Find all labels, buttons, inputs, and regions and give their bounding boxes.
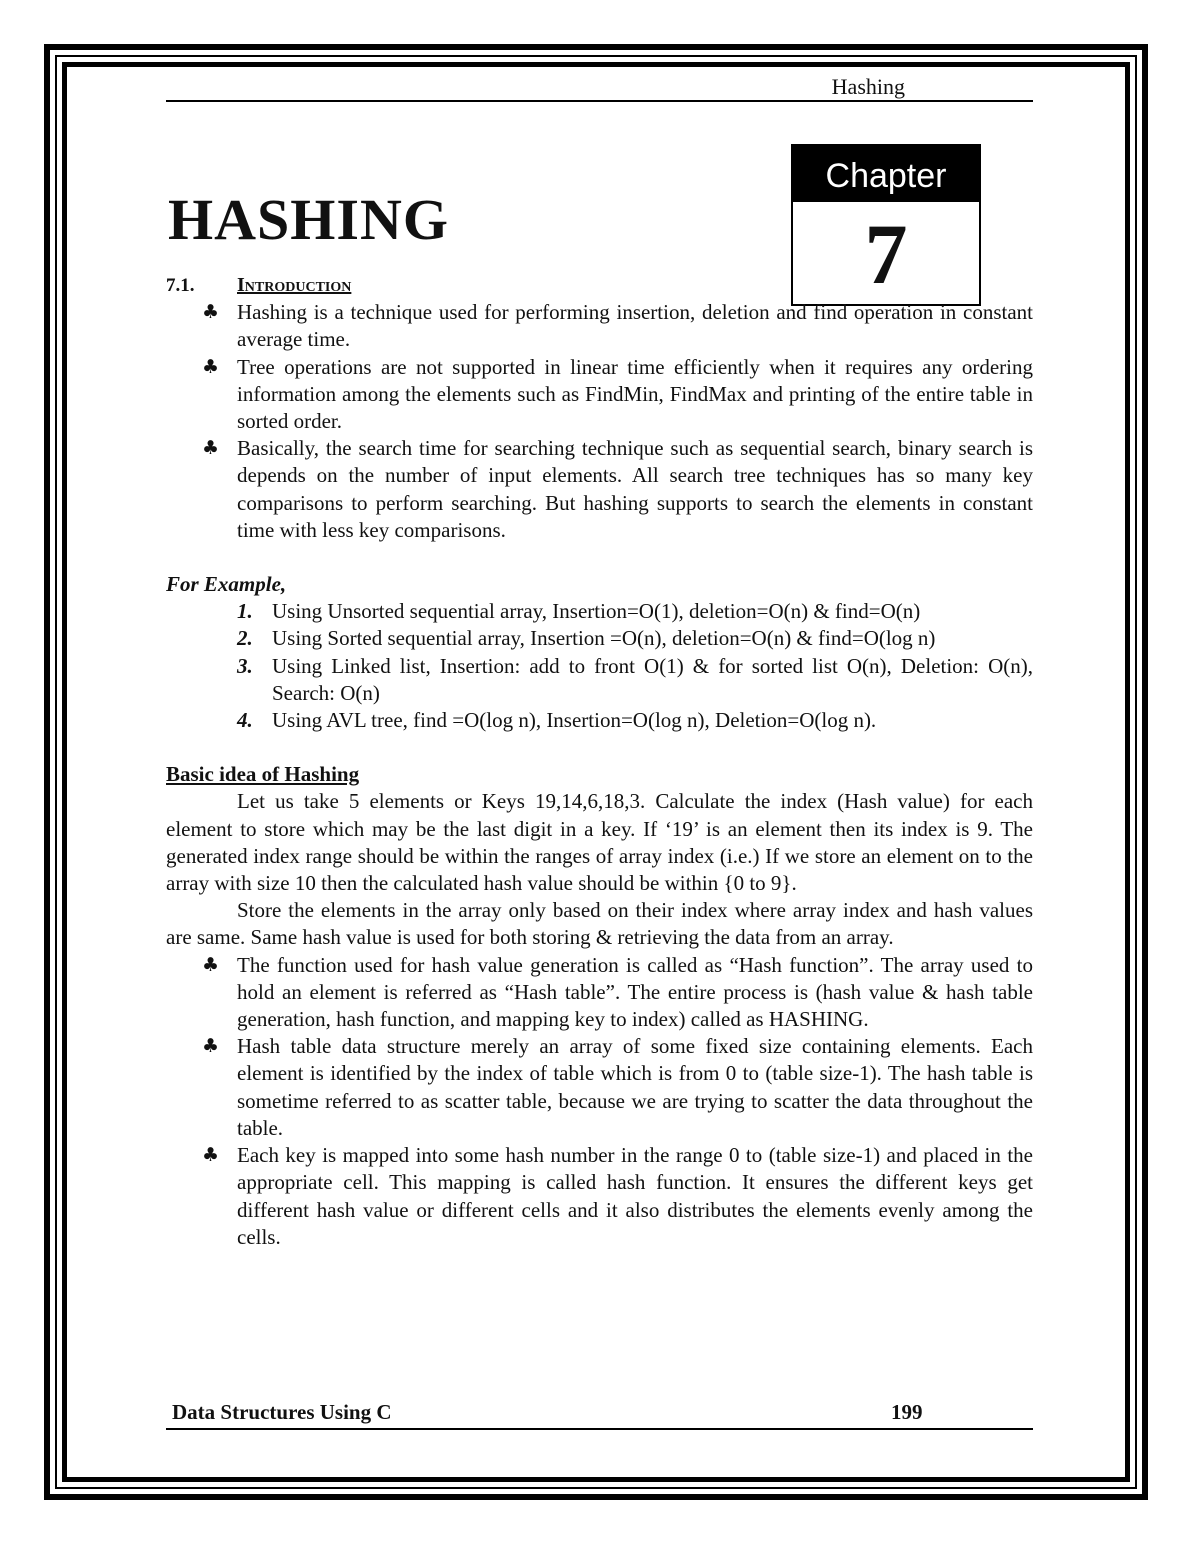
item-number: 2. (237, 626, 253, 651)
list-item (166, 598, 1033, 625)
footer-book-title: Data Structures Using C (172, 1400, 392, 1424)
item-number: 4. (237, 708, 253, 733)
chapter-title: HASHING (168, 187, 449, 252)
bullet-text: Tree operations are not supported in linear time efficiently when it requires any ordering information among the elements such as FindMin, FindMax and printing of the entire table in sorted order. (237, 354, 1033, 434)
basic-paragraph-1: Let us take 5 elements or Keys 19,14,6,18,3. Calculate the index (Hash value) for each element to store which may be the last digit in a key. If ‘19’ is an element then its index is 9. The generated index range should be within the ranges of array index (i.e.) If we store an element on to the array with size 10 then the calculated hash value should be within {0 to 9}. (166, 789, 1033, 896)
section-heading (166, 272, 1033, 299)
item-text: Using Linked list, Insertion: add to front O(1) & for sorted list O(n), Deletion: O(n), Search: O(n) (272, 653, 1033, 705)
list-item (166, 625, 1033, 652)
bullet-text: Hashing is a technique used for performing insertion, deletion and find operation in constant average time. (237, 300, 1033, 352)
example-list (166, 598, 1033, 734)
bullet-text: Basically, the search time for searching technique such as sequential search, binary search is depends on the number of input elements. All search tree techniques has so many key comparisons to perform searching. But hashing supports to search the elements in constant time with less key comparisons. (237, 436, 1033, 542)
basic-idea-heading: Basic idea of Hashing (166, 762, 360, 787)
item-number: 3. (237, 653, 253, 678)
list-item (166, 1142, 1033, 1251)
running-header-title: Hashing (831, 74, 905, 99)
example-heading: For Example, (166, 572, 287, 597)
club-icon: ♣ (202, 1144, 220, 1167)
page-footer (166, 1400, 1033, 1430)
list-item (166, 1033, 1033, 1142)
list-item (166, 354, 1033, 436)
intro-bullet-list (166, 299, 1033, 544)
list-item (166, 299, 1033, 353)
list-item (166, 952, 1033, 1034)
bullet-text: Hash table data structure merely an array of some fixed size containing elements. Each element is identified by the index of table which is from 0 to (table size-1). The hash table is sometime referred to as scatter table, because we are trying to scatter the data throughout the table. (237, 1034, 1033, 1140)
chapter-number: 7 (864, 206, 908, 302)
basic-paragraph-2: Store the elements in the array only based on their index where array index and hash values are same. Same hash value is used for both storing & retrieving the data from an array. (166, 898, 1033, 950)
club-icon: ♣ (202, 355, 220, 378)
basic-bullet-list (166, 952, 1033, 1251)
list-item (166, 707, 1033, 734)
club-icon: ♣ (202, 1035, 220, 1058)
bullet-text: Each key is mapped into some hash number in the range 0 to (table size-1) and placed in the appropriate cell. This mapping is called hash function. It ensures the different keys get different hash value or different cells and it also distributes the elements evenly among the cells. (237, 1143, 1033, 1249)
club-icon: ♣ (202, 301, 220, 324)
section-title: Introduction (237, 274, 352, 296)
chapter-label: Chapter (793, 146, 979, 202)
bullet-text: The function used for hash value generation is called as “Hash function”. The array used to hold an element is referred as “Hash table”. The entire process is (hash value & hash table generation, hash function, and mapping key to index) called as HASHING. (237, 952, 1033, 1032)
item-text: Using Sorted sequential array, Insertion =O(n), deletion=O(n) & find=O(log n) (272, 626, 936, 651)
section-number: 7.1. (166, 275, 195, 296)
list-item (166, 435, 1033, 544)
club-icon: ♣ (202, 953, 220, 976)
list-item (166, 653, 1033, 707)
item-text: Using Unsorted sequential array, Insertion=O(1), deletion=O(n) & find=O(n) (272, 599, 921, 624)
running-header (166, 74, 1033, 102)
item-number: 1. (237, 599, 253, 624)
club-icon: ♣ (202, 437, 220, 460)
footer-page-number: 199 (891, 1400, 923, 1424)
page-content (166, 272, 1033, 1251)
item-text: Using AVL tree, find =O(log n), Insertion=O(log n), Deletion=O(log n). (272, 708, 877, 733)
